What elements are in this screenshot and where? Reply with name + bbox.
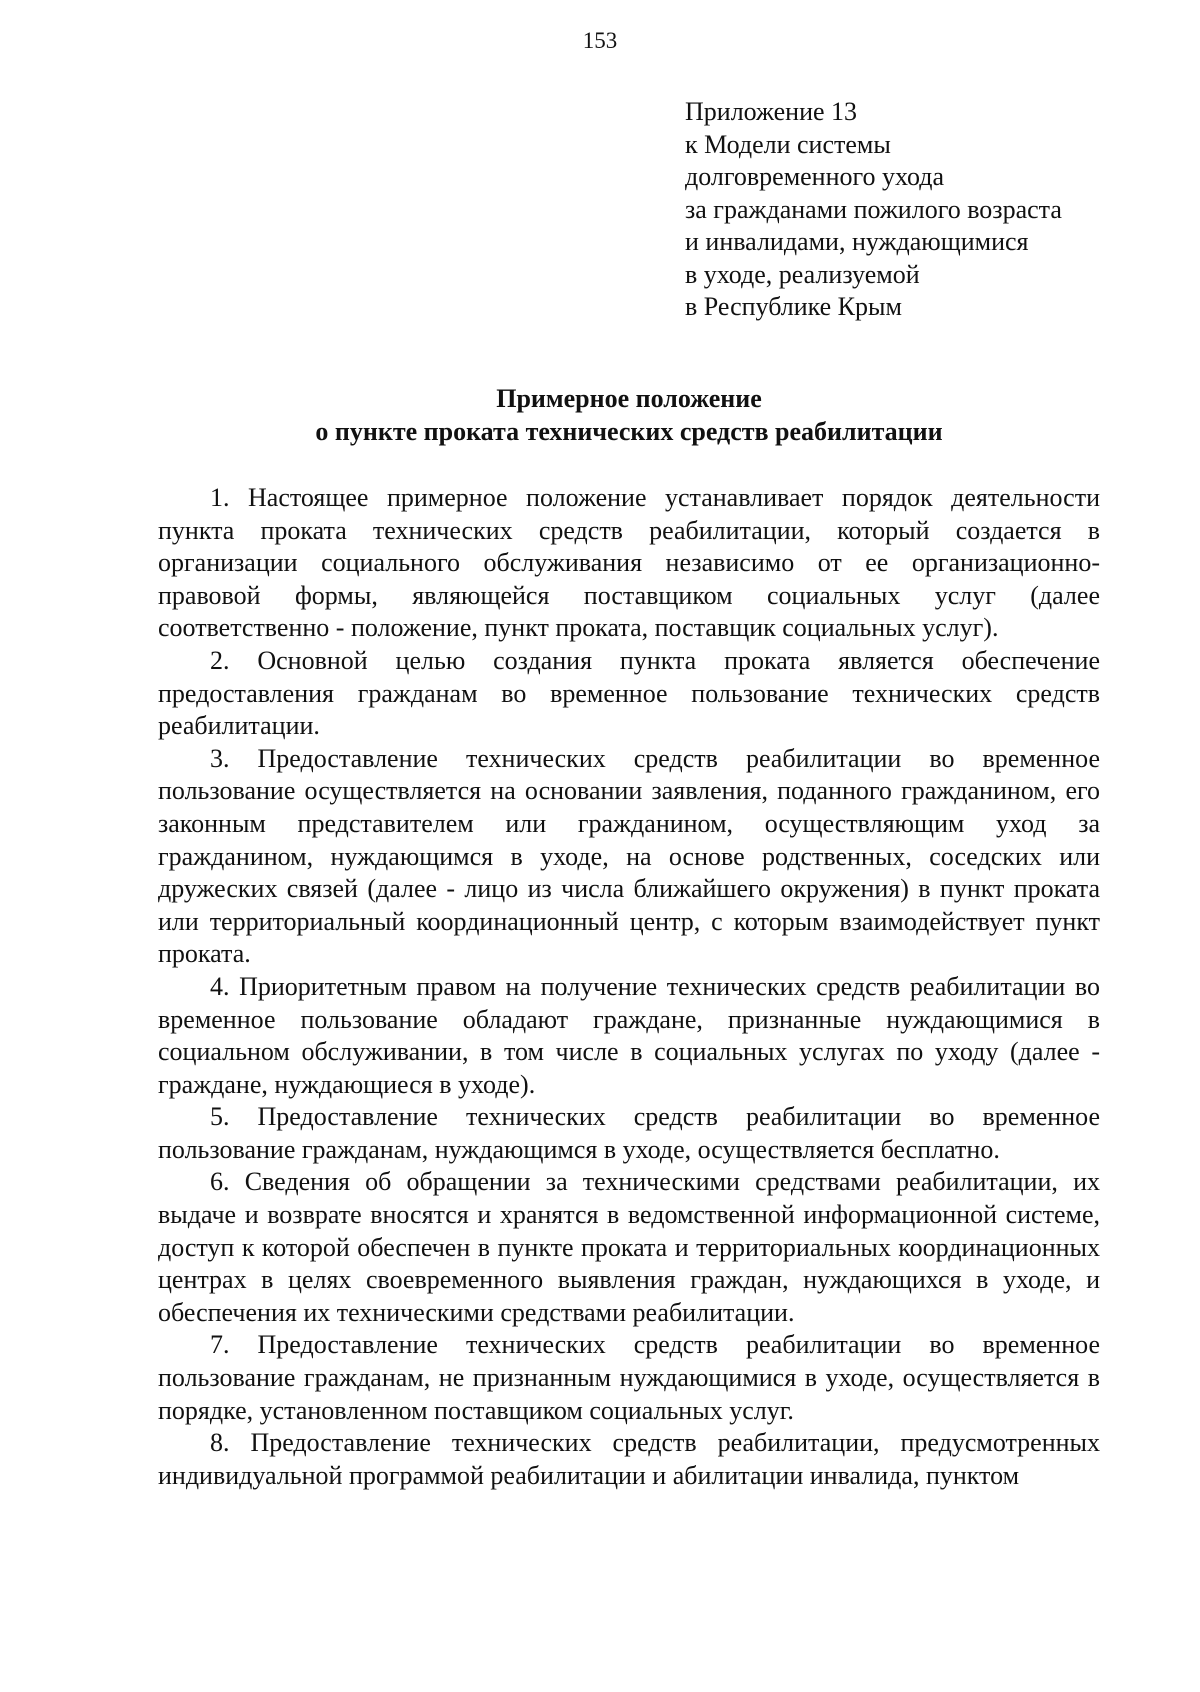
title-line-1: Примерное положение [496, 384, 762, 413]
paragraph-7: 7. Предоставление технических средств реабилитации во временное пользование гражданам, не признанным нуждающимися в уходе, осуществляется в порядке, установленном поставщиком социальных услуг. [158, 1330, 1100, 1425]
appendix-line: долговременного ухода [685, 162, 945, 191]
title-line-2: о пункте проката технических средств реабилитации [315, 417, 943, 446]
appendix-line: в уходе, реализуемой [685, 259, 920, 289]
document-body [158, 482, 1100, 1492]
paragraph-3: 3. Предоставление технических средств реабилитации во временное пользование осуществляется на основании заявления, поданного гражданином, его законным представителем или гражданином, осуществляющим уход за гражданином, нуждающимся в уходе, на основе родственных, соседских или дружеских связей (далее - лицо из числа ближайшего окружения) в пункт проката или территориальный координационный центр, с которым взаимодействует пункт проката. [158, 743, 1100, 969]
paragraph-1: 1. Настоящее примерное положение устанавливает порядок деятельности пункта проката технических средств реабилитации, который создается в организации социального обслуживания независимо от ее организационно-правовой формы, являющейся поставщиком социальных услуг (далее соответственно - положение, пункт проката, поставщик социальных услуг). [158, 483, 1100, 643]
appendix-line: в Республике Крым [685, 292, 902, 321]
paragraph-6: 6. Сведения об обращении за техническими средствами реабилитации, их выдаче и возврате вносятся и хранятся в ведомственной информационной системе, доступ к которой обеспечен в пункте проката и территориальных координационных центрах в целях своевременного выявления граждан, нуждающихся в уходе, и обеспечения их техническими средствами реабилитации. [158, 1167, 1100, 1327]
paragraph-8: 8. Предоставление технических средств реабилитации, предусмотренных индивидуальной программой реабилитации и абилитации инвалида, пунктом [158, 1428, 1100, 1490]
paragraph-5: 5. Предоставление технических средств реабилитации во временное пользование гражданам, нуждающимся в уходе, осуществляется бесплатно. [158, 1102, 1100, 1164]
paragraph-2: 2. Основной целью создания пункта проката является обеспечение предоставления гражданам во временное пользование технических средств реабилитации. [158, 645, 1100, 741]
appendix-header [685, 96, 1155, 324]
appendix-line: и инвалидами, нуждающимися [685, 227, 1029, 256]
appendix-line: Приложение 13 [685, 97, 858, 126]
document-title [158, 382, 1100, 448]
appendix-line: к Модели системы [685, 129, 891, 159]
paragraph-4: 4. Приоритетным правом на получение технических средств реабилитации во временное пользование обладают граждане, признанные нуждающимися в социальном обслуживании, в том числе в социальных услугах по уходу (далее - граждане, нуждающиеся в уходе). [158, 971, 1100, 1099]
page-number: 153 [582, 28, 618, 53]
appendix-line: за гражданами пожилого возраста [685, 194, 1062, 224]
